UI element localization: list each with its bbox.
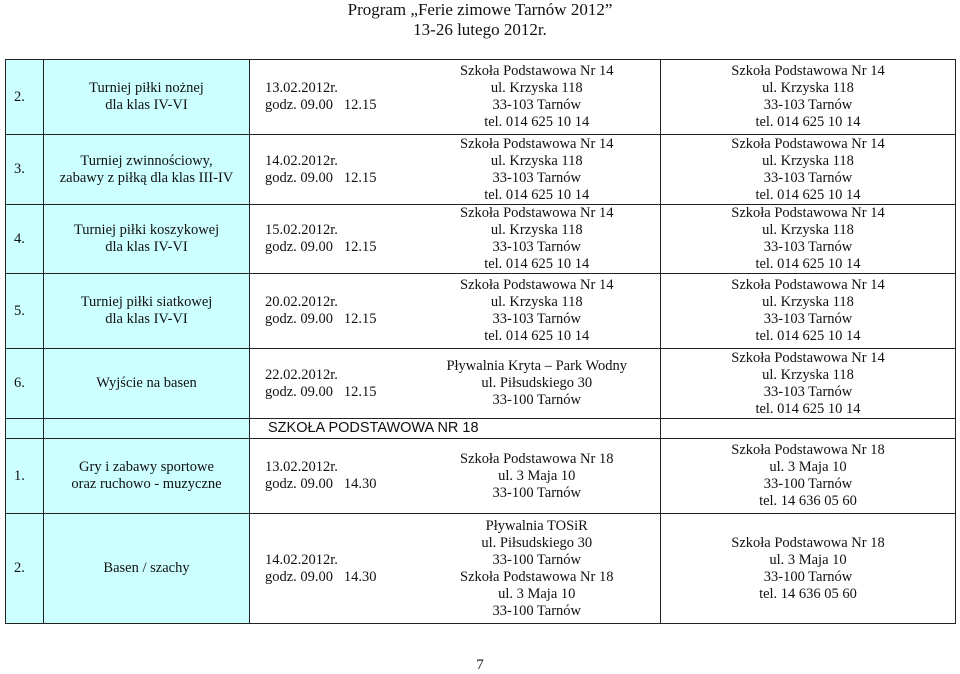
document-subtitle: 13-26 lutego 2012r. [413,20,547,39]
location-cell [414,135,661,205]
cell-line: 33-103 Tarnów [492,169,582,186]
date-cell [250,439,414,514]
time: godz. 09.00 12.15 [265,169,377,186]
contact-cell [661,205,956,274]
cell-line: oraz ruchowo - muzyczne [71,476,222,492]
row-number: 5. [6,274,44,349]
cell-line: tel. 014 625 10 14 [484,256,590,272]
date-cell [250,349,414,419]
cell-line: ul. 3 Maja 10 [498,585,576,602]
location-cell [414,439,661,514]
cell-line: tel. 014 625 10 14 [484,328,590,344]
activity-cell [44,60,250,135]
cell-line: 33-103 Tarnów [492,239,582,255]
time: godz. 09.00 12.15 [265,383,377,400]
date-cell [250,205,414,274]
time: godz. 09.00 14.30 [265,476,377,492]
cell-line: ul. Piłsudskiego 30 [481,375,593,391]
row-number: 2. [6,514,44,624]
table-row [6,274,956,349]
cell-line: 33-103 Tarnów [492,311,582,327]
cell-line: 33-103 Tarnów [763,169,853,186]
cell-line: Szkoła Podstawowa Nr 14 [731,135,885,152]
cell-line: tel. 014 625 10 14 [755,114,861,130]
activity-cell [44,205,250,274]
cell-line: zabawy z piłką dla klas III-IV [59,169,234,186]
cell-line: 33-103 Tarnów [763,239,853,255]
section-activity-blank [44,419,250,439]
section-heading: SZKOŁA PODSTAWOWA NR 18 [250,419,661,439]
cell-line: ul. Krzyska 118 [762,152,854,169]
table-body [6,60,956,624]
location-cell [414,274,661,349]
section-row [6,419,956,439]
cell-line: ul. Krzyska 118 [490,152,583,169]
cell-line: Turniej piłki siatkowej [80,294,213,310]
cell-line: Szkoła Podstawowa Nr 14 [731,63,885,79]
date-cell [250,514,414,624]
cell-line: dla klas IV-VI [105,239,188,255]
activity-cell [44,514,250,624]
cell-line: tel. 014 625 10 14 [484,186,590,203]
date-cell [250,60,414,135]
contact-cell [661,274,956,349]
contact-cell [661,135,956,205]
cell-line: Wyjście na basen [96,375,197,391]
date: 22.02.2012r. [265,366,338,383]
cell-line: dla klas IV-VI [105,311,188,327]
activity-cell [44,135,250,205]
cell-line: 33-100 Tarnów [763,476,853,492]
cell-line: 33-103 Tarnów [763,311,853,327]
row-number: 3. [6,135,44,205]
cell-line: 33-103 Tarnów [763,97,853,113]
cell-line: ul. Krzyska 118 [762,294,854,310]
cell-line: tel. 014 625 10 14 [755,328,861,344]
cell-line: tel. 014 625 10 14 [755,256,861,272]
table-row [6,60,956,135]
location-cell [414,60,661,135]
cell-line: Turniej piłki koszykowej [73,222,220,238]
date: 13.02.2012r. [265,80,338,96]
cell-line: Turniej zwinnościowy, [80,152,213,169]
document-title: Program „Ferie zimowe Tarnów 2012” [347,0,613,19]
cell-line: ul. Krzyska 118 [490,294,583,310]
page-number: 7 [476,657,484,673]
location-cell [414,205,661,274]
activity-cell [44,349,250,419]
activity-cell [44,274,250,349]
contact-cell [661,439,956,514]
cell-line: 33-103 Tarnów [763,383,853,400]
cell-line: dla klas IV-VI [105,97,188,113]
row-number: 2. [6,60,44,135]
cell-line: ul. Krzyska 118 [490,80,583,96]
section-num-blank [6,419,44,439]
contact-cell [661,514,956,624]
date: 14.02.2012r. [265,551,338,568]
cell-line: Szkoła Podstawowa Nr 14 [460,63,614,79]
time: godz. 09.00 12.15 [265,239,377,255]
cell-line: Szkoła Podstawowa Nr 18 [460,450,614,467]
cell-line: Szkoła Podstawowa Nr 18 [460,568,614,585]
date-cell [250,274,414,349]
cell-line: 33-100 Tarnów [763,568,853,585]
schedule-table [5,59,956,624]
activity-cell [44,439,250,514]
cell-line: ul. Krzyska 118 [762,222,854,238]
cell-line: Szkoła Podstawowa Nr 14 [731,277,885,293]
cell-line: Szkoła Podstawowa Nr 14 [460,277,614,293]
row-number: 6. [6,349,44,419]
time: godz. 09.00 12.15 [265,97,377,113]
date: 14.02.2012r. [265,152,338,169]
cell-line: ul. Krzyska 118 [490,222,583,238]
table-row [6,439,956,514]
cell-line: 33-100 Tarnów [492,551,582,568]
location-cell [414,349,661,419]
cell-line: ul. Piłsudskiego 30 [481,534,593,551]
table-row [6,349,956,419]
cell-line: tel. 14 636 05 60 [759,493,857,509]
location-cell [414,514,661,624]
cell-line: 33-103 Tarnów [492,97,582,113]
cell-line: tel. 14 636 05 60 [759,585,857,602]
cell-line: Szkoła Podstawowa Nr 18 [731,534,885,551]
cell-line: 33-100 Tarnów [492,484,582,501]
cell-line: 33-100 Tarnów [492,602,582,619]
cell-line: Basen / szachy [103,560,190,576]
date: 13.02.2012r. [265,459,338,475]
table-row [6,514,956,624]
cell-line: Szkoła Podstawowa Nr 14 [731,349,885,366]
cell-line: ul. Krzyska 118 [762,366,854,383]
row-number: 4. [6,205,44,274]
table-row [6,205,956,274]
cell-line: Gry i zabawy sportowe [79,459,214,475]
cell-line: Pływalnia TOSiR [485,517,588,534]
cell-line: ul. Krzyska 118 [762,80,854,96]
cell-line: tel. 014 625 10 14 [755,400,861,417]
cell-line: ul. 3 Maja 10 [769,459,847,475]
contact-cell [661,60,956,135]
cell-line: Turniej piłki nożnej [89,80,204,96]
cell-line: ul. 3 Maja 10 [769,551,847,568]
cell-line: Szkoła Podstawowa Nr 18 [731,442,885,458]
cell-line: Szkoła Podstawowa Nr 14 [460,205,614,221]
date: 20.02.2012r. [265,294,338,310]
row-number: 1. [6,439,44,514]
cell-line: tel. 014 625 10 14 [484,114,590,130]
cell-line: ul. 3 Maja 10 [498,467,576,484]
time: godz. 09.00 14.30 [265,568,377,585]
cell-line: 33-100 Tarnów [492,392,582,408]
time: godz. 09.00 12.15 [265,311,377,327]
section-contact-blank [661,419,956,439]
cell-line: Szkoła Podstawowa Nr 14 [460,135,614,152]
cell-line: tel. 014 625 10 14 [755,186,861,203]
cell-line: Szkoła Podstawowa Nr 14 [731,205,885,221]
date: 15.02.2012r. [265,222,338,238]
table-row [6,135,956,205]
date-cell [250,135,414,205]
cell-line: Pływalnia Kryta – Park Wodny [446,358,628,374]
contact-cell [661,349,956,419]
